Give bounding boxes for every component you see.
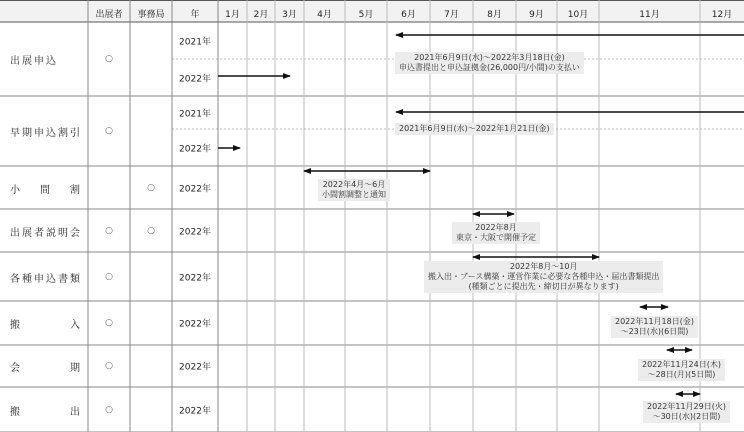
header-office: 事務局 (137, 10, 165, 20)
year-label: 2022年 (179, 406, 211, 416)
period-note-line: 〜23日(水)(6日間) (620, 327, 689, 336)
period-note-line: 2022年11月29日(火) (647, 402, 726, 411)
header-month-12: 12月 (711, 10, 733, 20)
period-note-line: 2022年8月〜10月 (509, 262, 578, 271)
period-note-line: 搬入出・ブース構築・運営作業に必要な各種申込・届出書類提出 (428, 272, 660, 281)
header-month-8: 8月 (487, 10, 502, 20)
year-label: 2022年 (179, 227, 211, 237)
period-note-line: 2021年6月9日(水)〜2022年1月21日(金) (399, 124, 550, 133)
period-note-line: 2022年4月〜6月 (322, 180, 386, 189)
period-note-line: 2022年8月 (475, 223, 517, 232)
row-label: 搬 出 (10, 406, 80, 418)
exhibitor-mark: ○ (105, 361, 113, 371)
header-month-3: 3月 (282, 10, 297, 20)
period-note-line: 小間割調整と通知 (322, 190, 386, 199)
period-note (643, 401, 730, 423)
header-month-10: 10月 (567, 10, 589, 20)
header-month-9: 9月 (529, 10, 544, 20)
row-label: 早期申込割引 (10, 128, 82, 139)
year-label: 2021年 (179, 109, 211, 119)
year-label: 2022年 (179, 144, 211, 154)
header-month-1: 1月 (225, 10, 240, 20)
row-label: 搬 入 (10, 320, 80, 331)
exhibitor-mark: ○ (105, 54, 113, 64)
period-note-line: 東京・大阪で開催予定 (456, 233, 536, 242)
year-label: 2022年 (179, 74, 211, 84)
period-note-line: 2021年6月9日(水)〜2022年3月18日(金) (414, 53, 565, 62)
office-mark: ○ (147, 182, 155, 193)
header-month-2: 2月 (253, 10, 269, 20)
period-note (611, 316, 698, 338)
exhibitor-mark: ○ (105, 271, 113, 282)
header-exhibitor: 出展者 (95, 10, 123, 20)
period-note (424, 261, 663, 293)
period-note (395, 123, 554, 135)
header-month-5: 5月 (358, 10, 374, 20)
row-label: 会 期 (10, 363, 80, 374)
row-label: 各種申込書類 (10, 273, 82, 285)
year-label: 2021年 (179, 37, 211, 47)
period-note (318, 179, 390, 201)
exhibitor-mark: ○ (105, 318, 113, 328)
year-label: 2022年 (179, 319, 211, 330)
period-note (638, 359, 725, 381)
period-note (395, 52, 584, 74)
period-note-line: 〜28日(月)(5日間) (647, 370, 716, 379)
exhibitor-mark: ○ (105, 225, 113, 236)
row-label: 出展申込 (10, 56, 58, 67)
header-month-11: 11月 (639, 10, 660, 20)
year-label: 2022年 (179, 184, 211, 194)
row-label: 出展者説明会 (10, 227, 82, 239)
period-note-line: 申込書提出と申込証拠金(26,000円/小間)の支払い (399, 63, 580, 72)
period-note-line: (種類ごとに提出先・締切日が異なります) (468, 282, 619, 291)
office-mark: ○ (147, 225, 155, 236)
year-label: 2022年 (179, 273, 211, 283)
header-month-4: 4月 (317, 10, 332, 20)
header-month-7: 7月 (444, 10, 459, 20)
header-month-6: 6月 (401, 10, 416, 20)
header-year: 年 (190, 10, 200, 20)
exhibitor-mark: ○ (105, 404, 113, 415)
period-note-line: 2022年11月24日(木) (642, 360, 721, 369)
period-note (452, 222, 540, 244)
row-label: 小 間 割 (10, 184, 80, 196)
period-note-line: 〜30日(水)(2日間) (652, 412, 721, 421)
period-note-line: 2022年11月18日(金) (615, 317, 694, 326)
year-label: 2022年 (179, 362, 211, 373)
exhibitor-mark: ○ (105, 126, 113, 136)
